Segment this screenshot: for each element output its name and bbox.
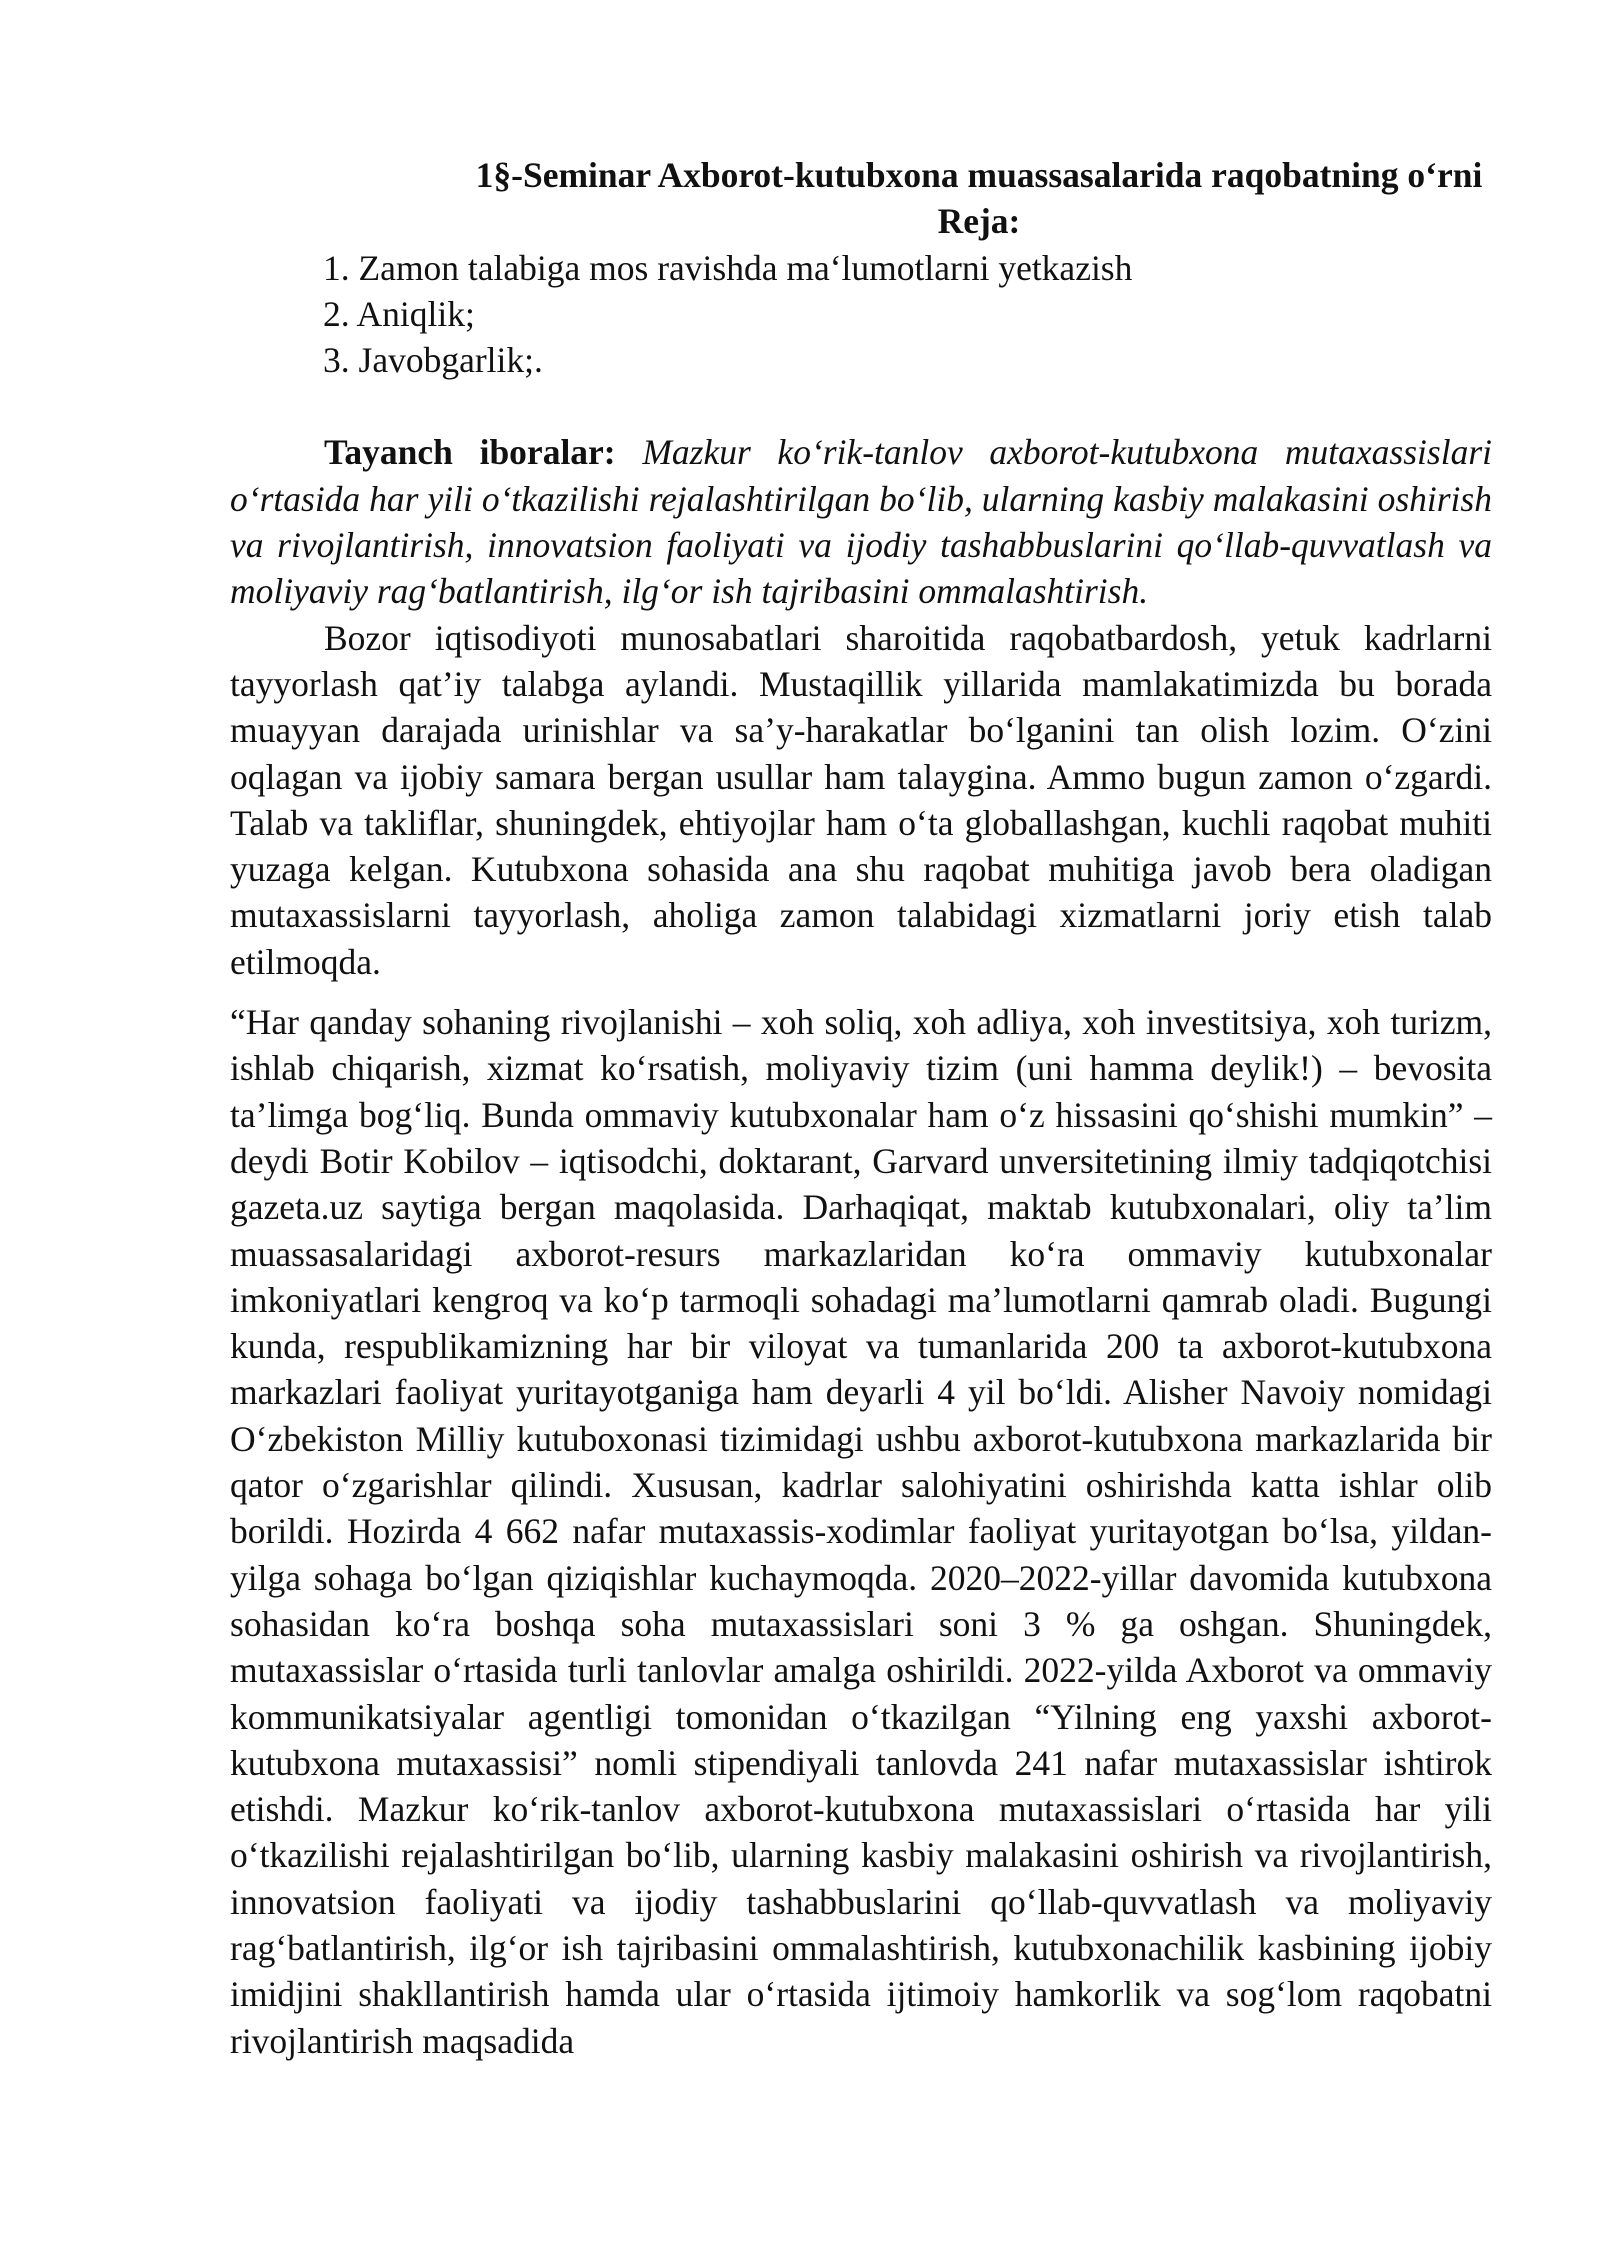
keywords-text: Mazkur ko‘rik-tanlov axborot-kutubxona mutaxassislari o‘rtasida har yili o‘tkazilishi rejalashtirilgan bo‘lib, ularning kasbiy malakasini oshirish va rivojlantirish, innovatsion faoliyati va ijodiy tashabbuslarini qo‘llab-quvvatlash va moliyaviy rag‘batlantirish, ilg‘or ish tajribasini ommalashtirish. [230,432,1493,612]
plan-item: 2. Aniqlik; [323,293,475,334]
body-paragraph-1: Bozor iqtisodiyoti munosabatlari sharoitida raqobatbardosh, yetuk kadrlarni tayyorlash qat’iy talabga aylandi. Mustaqillik yillarida mamlakatimizda bu borada muayyan darajada urinishlar va sa’y-harakatlar bo‘lganini tan olish lozim. O‘zini oqlagan va ijobiy samara bergan usullar ham talaygina. Ammo bugun zamon o‘zgardi. Talab va takliflar, shuningdek, ehtiyojlar ham o‘ta globallashgan, kuchli raqobat muhiti yuzaga kelgan. Kutubxona sohasida ana shu raqobat muhitiga javob bera oladigan mutaxassislarni tayyorlash, aholiga zamon talabidagi xizmatlarni joriy etish talab etilmoqda. [230,617,1492,982]
document-page [230,152,1492,2064]
spacer [230,383,1492,429]
body-paragraph-2: “Har qanday sohaning rivojlanishi – xoh soliq, xoh adliya, xoh investitsiya, xoh turizm, ishlab chiqarish, xizmat ko‘rsatish, moliyaviy tizim (uni hamma deylik!) – bevosita ta’limga bog‘liq. Bunda ommaviy kutubxonalar ham o‘z hissasini qo‘shishi mumkin” – deydi Botir Kobilov – iqtisodchi, doktarant, Garvard unversitetining ilmiy tadqiqotchisi gazeta.uz saytiga bergan maqolasida. Darhaqiqat, maktab kutubxonalari, oliy ta’lim muassasalaridagi axborot-resurs markazlaridan ko‘ra ommaviy kutubxonalar imkoniyatlari kengroq va ko‘p tarmoqli sohadagi ma’lumotlarni qamrab oladi. Bugungi kunda, respublikamizning har bir viloyat va tumanlarida 200 ta axborot-kutubxona markazlari faoliyat yuritayotganiga ham deyarli 4 yil bo‘ldi. Alisher Navoiy nomidagi O‘zbekiston Milliy kutuboxonasi tizimidagi ushbu axborot-kutubxona markazlarida bir qator o‘zgarishlar qilindi. Xususan, kadrlar salohiyatini oshirishda katta ishlar olib borildi. Hozirda 4 662 nafar mutaxassis-xodimlar faoliyat yuritayotgan bo‘lsa, yildan-yilga sohaga bo‘lgan qiziqishlar kuchaymoqda. 2020–2022-yillar davomida kutubxona sohasidan ko‘ra boshqa soha mutaxassislari soni 3 % ga oshgan. Shuningdek, mutaxassislar o‘rtasida turli tanlovlar amalga oshirildi. 2022-yilda Axborot va ommaviy kommunikatsiyalar agentligi tomonidan o‘tkazilgan “Yilning eng yaxshi axborot-kutubxona mutaxassisi” nomli stipendiyali tanlovda 241 nafar mutaxassislar ishtirok etishdi. Mazkur ko‘rik-tanlov axborot-kutubxona mutaxassislari o‘rtasida har yili o‘tkazilishi rejalashtirilgan bo‘lib, ularning kasbiy malakasini oshirish va rivojlantirish, innovatsion faoliyati va ijodiy tashabbuslarini qo‘llab-quvvatlash va moliyaviy rag‘batlantirish, ilg‘or ish tajribasini ommalashtirish, kutubxonachilik kasbining ijobiy imidjini shakllantirish hamda ular o‘rtasida ijtimoiy hamkorlik va sog‘lom raqobatni rivojlantirish maqsadida [230,1002,1492,2061]
plan-list [230,245,1492,384]
keywords-label: Tayanch iboralar: [324,432,616,473]
document-heading: 1§-Seminar Axborot-kutubxona muassasalarida raqobatning o‘rni [475,155,1483,195]
plan-title: Reja: [937,201,1021,242]
plan-item: 1. Zamon talabiga mos ravishda ma‘lumotlarni yetkazish [323,247,1133,288]
plan-item: 3. Javobgarlik;. [323,340,543,381]
keywords-paragraph [230,429,1492,614]
